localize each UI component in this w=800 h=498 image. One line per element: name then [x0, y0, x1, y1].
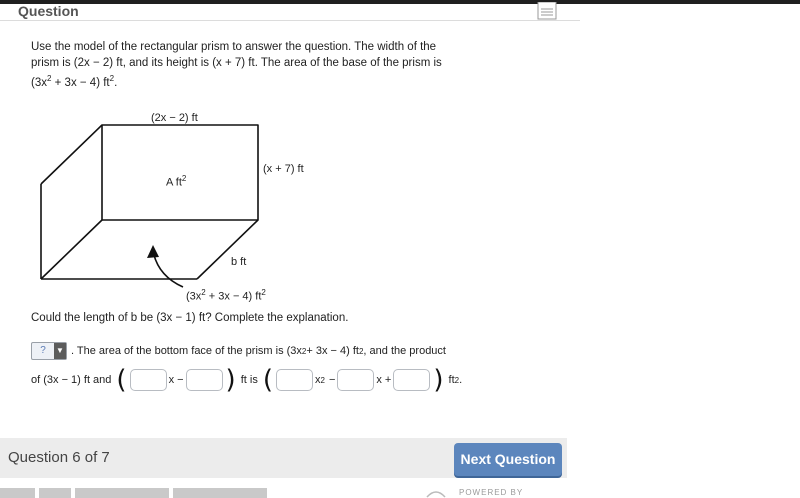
top-bar — [0, 0, 800, 4]
answer-text: ft — [448, 374, 455, 386]
bottom-tab[interactable] — [173, 488, 267, 498]
bottom-tab[interactable] — [39, 488, 71, 498]
base-area-label: $(3x^2 + 3x - 4)$ $ft^2$ — [186, 288, 266, 303]
open-paren: ( — [262, 365, 273, 395]
prompt-line: Use the model of the rectangular prism to answer the question. The width of the — [31, 41, 437, 53]
chevron-down-icon: ▼ — [54, 343, 66, 359]
answer-text: x — [314, 374, 321, 386]
width-label: (2x − 2) ft — [151, 112, 198, 124]
question-counter — [8, 449, 110, 466]
exponent: 2 — [358, 346, 364, 356]
prompt-line: prism is (2x − 2) ft, and its height is (x + 7) ft. The area of the base of the prism is — [31, 56, 442, 69]
answer-row-1 — [31, 341, 446, 361]
close-paren: ) — [225, 365, 236, 395]
question-text: Could the length of b be (3x − 1) ft? Complete the explanation. — [31, 312, 349, 324]
answer-input-2[interactable] — [186, 369, 223, 391]
arrow-head-icon — [147, 245, 159, 258]
brand-logo-icon — [425, 487, 447, 498]
top-left-edge — [41, 125, 102, 184]
counter-total: of 7 — [84, 449, 110, 466]
area-label: A $ft^2$ — [166, 174, 187, 189]
exponent: 2 — [454, 375, 460, 385]
next-question-button[interactable]: Next Question — [454, 443, 562, 476]
base-arrow — [153, 251, 183, 287]
bottom-left-edge — [41, 220, 102, 279]
divider — [0, 20, 580, 21]
close-paren: ) — [433, 365, 444, 395]
question-prompt — [31, 40, 511, 91]
answer-text: + 3x − 4) ft — [306, 345, 359, 357]
bottom-tab[interactable] — [75, 488, 169, 498]
counter-current: 6 — [72, 449, 81, 466]
height-label: (x + 7) ft — [263, 163, 304, 175]
answer-input-3[interactable] — [276, 369, 313, 391]
answer-row-2 — [31, 367, 462, 393]
answer-text: ft is — [240, 374, 258, 386]
open-paren: ( — [116, 365, 127, 395]
answer-text: x − — [168, 374, 184, 386]
answer-input-1[interactable] — [130, 369, 167, 391]
document-icon[interactable] — [536, 2, 558, 20]
exponent: 2 — [301, 346, 307, 356]
prompt-line: $(3x^2 + 3x - 4)$ $ft^2$. — [31, 74, 118, 89]
answer-input-4[interactable] — [337, 369, 374, 391]
exponent: 2 — [320, 375, 325, 385]
depth-label: b ft — [231, 256, 247, 268]
answer-text: , and the product — [363, 345, 446, 357]
answer-text: . — [459, 374, 463, 386]
answer-dropdown[interactable] — [31, 342, 67, 360]
page-title: Question — [18, 3, 79, 19]
answer-text: . The area of the bottom face of the prism is (3x — [71, 345, 302, 357]
answer-input-5[interactable] — [393, 369, 430, 391]
bottom-tab[interactable] — [0, 488, 35, 498]
bottom-right-edge — [197, 220, 258, 279]
answer-text: − — [328, 374, 336, 386]
counter-label: Question — [8, 449, 69, 466]
front-face — [102, 125, 258, 220]
answer-text: of (3x − 1) ft and — [31, 374, 112, 386]
answer-text: x + — [376, 374, 392, 386]
dropdown-value: ? — [40, 345, 46, 356]
powered-by-text: POWERED BY — [459, 488, 524, 497]
